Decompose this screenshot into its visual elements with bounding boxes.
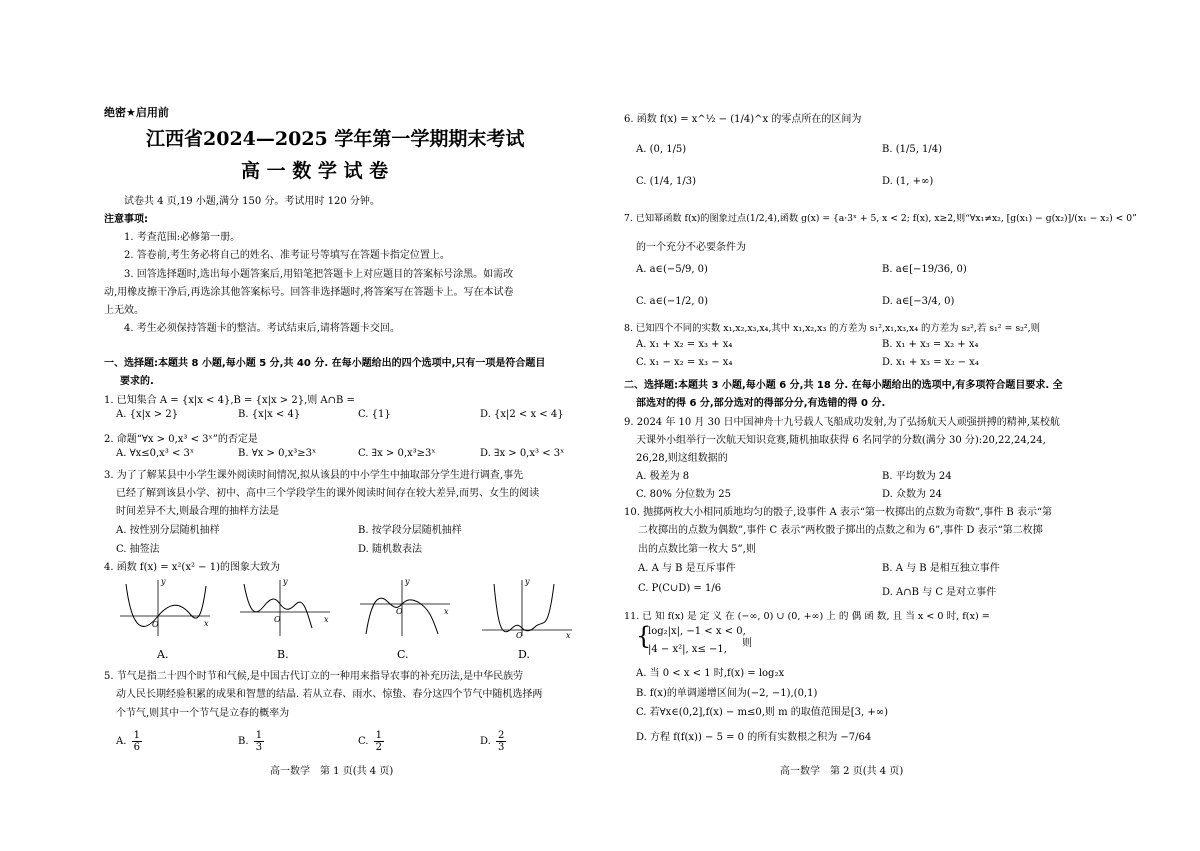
q3-option-c: C. 抽签法 [116, 544, 160, 555]
q6-option-c: C. (1/4, 1/3) [636, 176, 696, 187]
svg-text:y: y [161, 577, 166, 586]
q4-graph-c [358, 576, 454, 638]
q11-line-1: 11. 已 知 f(x) 是 定 义 在 (−∞, 0) ∪ (0, +∞) 上 的 偶 函 数, 且 当 x < 0 时, f(x) = [624, 611, 990, 622]
q4-label-b: B. [277, 648, 289, 661]
q8-option-c: C. x₁ − x₂ = x₃ − x₄ [636, 357, 733, 368]
note-4: 4. 考生必须保持答题卡的整洁。考试结束后,请将答题卡交回。 [124, 323, 400, 334]
q7-option-a: A. a∈(−5/9, 0) [636, 264, 708, 275]
svg-text:y: y [283, 577, 288, 586]
q1-option-b: B. {x|x < 4} [238, 409, 301, 420]
q2-option-d: D. ∃x > 0,x³ < 3ˣ [480, 448, 565, 459]
svg-text:O: O [516, 631, 523, 638]
q11-case-2: |4 − x²|, x≤ −1, [648, 644, 727, 655]
q9-option-b: B. 平均数为 24 [882, 471, 952, 482]
secret-label: 绝密★启用前 [104, 106, 169, 119]
q4-graph-b [238, 576, 334, 638]
q6-option-d: D. (1, +∞) [882, 176, 934, 187]
q6-option-b: B. (1/5, 1/4) [882, 144, 943, 155]
q7-option-c: C. a∈(−1/2, 0) [636, 296, 709, 307]
note-2: 2. 答卷前,考生务必将自己的姓名、准考证号等填写在答题卡指定位置上。 [124, 250, 450, 261]
note-3-cont: 动,用橡皮擦干净后,再选涂其他答案标号。回答非选择题时,将答案写在答题卡上。写在本试卷 [104, 287, 514, 298]
q1-option-d: D. {x|2 < x < 4} [480, 409, 564, 420]
q11-option-c: C. 若∀x∈(0,2],f(x) − m≤0,则 m 的取值范围是[3, +∞) [636, 707, 888, 718]
q6-option-a: A. (0, 1/5) [636, 144, 687, 155]
q5-option-c: C. $\frac{1}{2}$ [358, 730, 383, 753]
note-3-end: 上无效。 [104, 305, 144, 316]
q9-option-d: D. 众数为 24 [882, 489, 942, 500]
q11-option-a: A. 当 0 < x < 1 时,f(x) = log₂x [636, 668, 785, 679]
q5-line-3: 个节气,则其中一个节气是立春的概率为 [116, 708, 290, 719]
section-1-heading-cont: 要求的. [120, 376, 154, 387]
q8-option-d: D. x₁ + x₃ = x₂ − x₄ [882, 357, 979, 368]
q5-option-b: B. $\frac{1}{3}$ [238, 730, 263, 753]
q4-graph-d [480, 576, 576, 638]
svg-text:O: O [152, 620, 159, 629]
q11-case-1: log₂|x|, −1 < x < 0, [648, 626, 746, 637]
exam-subtitle: 高 一 数 学 试 卷 [241, 160, 389, 182]
q1-option-c: C. {1} [358, 409, 391, 420]
section-1-heading: 一、选择题:本题共 8 小题,每小题 5 分,共 40 分. 在每小题给出的四个选项中,只有一项是符合题目 [104, 358, 546, 369]
exam-title: 江西省2024—2025 学年第一学期期末考试 [146, 128, 525, 150]
q5-option-d: D. $\frac{2}{3}$ [480, 730, 505, 753]
q4-graph-a [118, 576, 214, 638]
svg-text:O: O [396, 607, 403, 616]
q9-line-2: 天课外小组举行一次航天知识竞赛,随机抽取获得 6 名同学的分数(满分 30 分):20,22,24,24, [636, 435, 1046, 446]
q10-line-1: 10. 抛掷两枚大小相同质地均匀的骰子,设事件 A 表示“第一枚掷出的点数为奇数”,事件 B 表示“第 [624, 507, 1053, 518]
q1-stem: 1. 已知集合 A = {x|x < 4},B = {x|x > 2},则 A∩B = [104, 395, 355, 406]
right-page [600, 0, 1200, 851]
q9-line-3: 26,28,则这组数据的 [636, 453, 728, 464]
notes-heading: 注意事项: [104, 214, 148, 225]
q7-line-2: 的一个充分不必要条件为 [636, 242, 746, 253]
q11-option-b: B. f(x)的单调递增区间为(−2, −1),(0,1) [636, 688, 818, 699]
q3-option-a: A. 按性别分层随机抽样 [116, 525, 220, 536]
page-footer-2: 高一数学 第 2 页(共 4 页) [780, 766, 904, 777]
q7-option-d: D. a∈[−3/4, 0) [882, 296, 955, 307]
q4-label-a: A. [157, 648, 169, 661]
q10-line-3: 出的点数比第一枚大 5”,则 [638, 544, 756, 555]
q5-line-2: 动人民长期经验积累的成果和智慧的结晶. 若从立春、雨水、惊蛰、春分这四个节气中随机选择两 [116, 689, 543, 700]
q2-option-b: B. ∀x > 0,x³≥3ˣ [238, 448, 317, 459]
svg-text:x: x [566, 631, 571, 638]
q10-option-c: C. P(C∪D) = 1/6 [638, 583, 722, 594]
svg-text:x: x [324, 615, 329, 624]
q9-option-c: C. 80% 分位数为 25 [636, 489, 731, 500]
q4-label-c: C. [397, 648, 409, 661]
q5-line-1: 5. 节气是指二十四个时节和气候,是中国古代订立的一种用来指导农事的补充历法,是中华民族劳 [104, 671, 524, 682]
q7-line-1: 7. 已知幂函数 f(x)的图象过点(1/2,4),函数 g(x) = {a·3ˣ + 5, x < 2; f(x), x≥2,则“∀x₁≠x₂, [g(x₁) − g(x₂)]/(x₁ − x₂) < 0” [624, 213, 1137, 224]
q10-line-2: 二枚掷出的点数为偶数”,事件 C 表示“两枚骰子掷出的点数之和为 6”,事件 D 表示“第二枚掷 [638, 525, 1043, 536]
q8-option-a: A. x₁ + x₂ = x₃ + x₄ [636, 339, 733, 350]
q8-stem: 8. 已知四个不同的实数 x₁,x₂,x₃,x₄,其中 x₁,x₂,x₃ 的方差为 s₁²,x₁,x₃,x₄ 的方差为 s₂²,若 s₁² = s₂²,则 [624, 323, 1041, 334]
exam-info: 试卷共 4 页,19 小题,满分 150 分。考试用时 120 分钟。 [124, 196, 380, 207]
q1-option-a: A. {x|x > 2} [116, 409, 179, 420]
q2-option-a: A. ∀x≤0,x³ < 3ˣ [116, 448, 195, 459]
q11-then: 则 [742, 638, 752, 649]
section-2-heading: 二、选择题:本题共 3 小题,每小题 6 分,共 18 分. 在每小题给出的选项中,有多项符合题目要求. 全 [624, 380, 1063, 391]
q8-option-b: B. x₁ + x₃ = x₂ + x₄ [882, 339, 979, 350]
svg-text:y: y [405, 577, 410, 586]
q10-option-d: D. A∩B 与 C 是对立事件 [882, 587, 997, 598]
q11-option-d: D. 方程 f(f(x)) − 5 = 0 的所有实数根之积为 −7/64 [636, 732, 872, 743]
q11-brace: { [636, 622, 652, 650]
q3-line-1: 3. 为了了解某县中小学生课外阅读时间情况,拟从该县的中小学生中抽取部分学生进行调查,事先 [104, 470, 524, 481]
q2-stem: 2. 命题“∀x > 0,x³ < 3ˣ”的否定是 [104, 434, 258, 445]
q10-option-a: A. A 与 B 是互斥事件 [638, 563, 736, 574]
svg-text:x: x [204, 619, 209, 628]
q2-option-c: C. ∃x > 0,x³≥3ˣ [358, 448, 436, 459]
q10-option-b: B. A 与 B 是相互独立事件 [882, 563, 1000, 574]
page-footer-1: 高一数学 第 1 页(共 4 页) [270, 766, 394, 777]
q9-line-1: 9. 2024 年 10 月 30 日中国神舟十九号载人飞船成功发射,为了弘扬航天人顽强拼搏的精神,某校航 [624, 417, 1060, 428]
q3-option-b: B. 按学段分层随机抽样 [358, 525, 462, 536]
q5-option-a: A. $\frac{1}{6}$ [116, 730, 140, 753]
q7-option-b: B. a∈[−19/36, 0) [882, 264, 967, 275]
svg-text:y: y [525, 577, 530, 586]
svg-text:x: x [444, 607, 449, 616]
q9-option-a: A. 极差为 8 [636, 471, 690, 482]
q3-line-2: 已经了解到该县小学、初中、高中三个学段学生的课外阅读时间存在较大差异,而男、女生的阅读 [116, 488, 540, 499]
note-1: 1. 考查范围:必修第一册。 [124, 232, 241, 243]
q4-label-d: D. [518, 648, 530, 661]
q3-line-3: 时间差异不大,则最合理的抽样方法是 [116, 506, 280, 517]
q6-stem: 6. 函数 f(x) = x^½ − (1/4)^x 的零点所在的区间为 [624, 114, 862, 125]
svg-text:O: O [274, 615, 281, 624]
section-2-heading-cont: 部选对的得 6 分,部分选对的得部分分,有选错的得 0 分. [636, 398, 886, 409]
note-3: 3. 回答选择题时,选出每小题答案后,用铅笔把答题卡上对应题目的答案标号涂黑。如需改 [124, 269, 514, 280]
q3-option-d: D. 随机数表法 [358, 544, 423, 555]
q4-stem: 4. 函数 f(x) = x²(x² − 1)的图象大致为 [104, 562, 280, 573]
